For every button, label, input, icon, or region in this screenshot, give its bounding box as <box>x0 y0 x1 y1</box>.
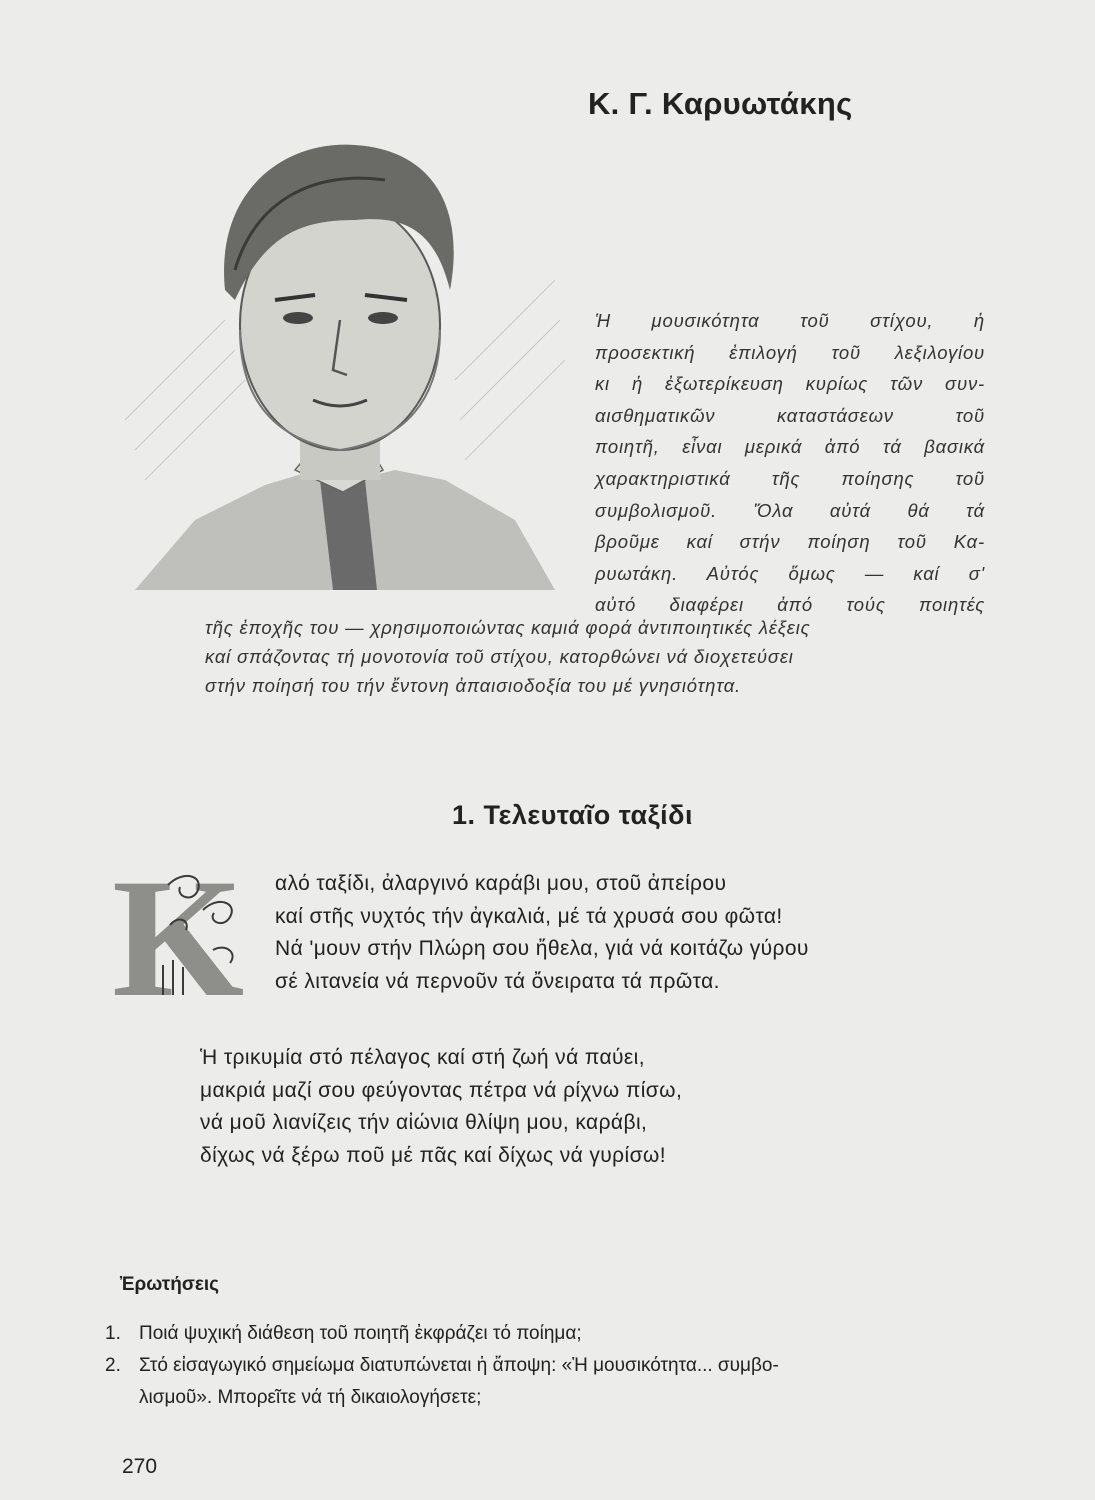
poem-line: σέ λιτανεία νά περνοῦν τά ὄνειρατα τά πρῶτα. <box>275 969 720 993</box>
question-number: 2. <box>105 1355 121 1376</box>
intro-line: αισθηματικῶν καταστάσεων τοῦ <box>595 404 985 426</box>
intro-line: χαρακτηριστικά τῆς ποίησης τοῦ <box>595 467 985 489</box>
poem-stanza-2 <box>200 1042 682 1172</box>
question-item <box>105 1350 1005 1414</box>
poem-line: αλό ταξίδι, ἀλαργινό καράβι μου, στοῦ ἀπείρου <box>275 872 727 895</box>
questions-heading: Ἐρωτήσεις <box>120 1274 220 1295</box>
intro-line: αὐτό διαφέρει ἀπό τούς ποιητές <box>595 594 985 616</box>
intro-line: ποιητῆ, εἶναι μερικά ἀπό τά βασικά <box>595 436 985 458</box>
questions-list <box>105 1318 1005 1414</box>
intro-note-right <box>595 305 985 621</box>
question-text: Στό εἰσαγωγικό σημείωμα διατυπώνεται ἡ ἄποψη: «Ἡ μουσικότητα... συμβο- <box>139 1355 779 1376</box>
page-number: 270 <box>122 1455 158 1478</box>
decorative-drop-cap <box>108 855 268 1005</box>
intro-line: Ἡ μουσικότητα τοῦ στίχου, ἡ <box>595 310 985 331</box>
intro-line: καί σπάζοντας τή μονοτονία τοῦ στίχου, κατορθώνει νά διοχετεύσει <box>205 646 794 667</box>
author-name-heading: Κ. Γ. Καρυωτάκης <box>588 86 853 121</box>
poem-line: Ἡ τρικυμία στό πέλαγος καί στή ζωή νά παύει, <box>200 1046 645 1069</box>
poem-stanza-1 <box>275 868 809 998</box>
question-item <box>105 1318 1005 1350</box>
author-portrait-sketch-icon <box>115 120 575 610</box>
intro-line: προσεκτική ἐπιλογή τοῦ λεξιλογίου <box>595 341 985 363</box>
question-number: 1. <box>105 1323 121 1344</box>
poem-line: νά μοῦ λιανίζεις τήν αἰώνια θλίψη μου, καράβι, <box>200 1111 648 1134</box>
drop-cap-letter: Κ <box>112 855 245 1005</box>
intro-note-bottom <box>205 613 985 700</box>
intro-line: στήν ποίησή του τήν ἔντονη ἀπαισιοδοξία του μέ γνησιότητα. <box>205 675 741 696</box>
poem-title: 1. Τελευταῖο ταξίδι <box>452 800 694 830</box>
poem-line: μακριά μαζί σου φεύγοντας πέτρα νά ρίχνω πίσω, <box>200 1078 683 1102</box>
intro-line: βροῦμε καί στήν ποίηση τοῦ Κα- <box>595 531 985 553</box>
poem-line: Νά 'μουν στήν Πλώρη σου ἤθελα, γιά νά κοιτάζω γύρου <box>275 937 809 960</box>
intro-line: κι ἡ ἐξωτερίκευση κυρίως τῶν συν- <box>595 373 985 395</box>
intro-line: συμβολισμοῦ. Ὅλα αὐτά θά τά <box>595 499 985 521</box>
poem-line: καί στῆς νυχτός τήν ἀγκαλιά, μέ τά χρυσά σου φῶτα! <box>275 904 783 928</box>
question-text: Ποιά ψυχική διάθεση τοῦ ποιητῆ ἐκφράζει τό ποίημα; <box>139 1323 582 1344</box>
poem-line: δίχως νά ξέρω ποῦ μέ πᾶς καί δίχως νά γυρίσω! <box>200 1143 666 1167</box>
question-text: λισμοῦ». Μπορεῖτε νά τή δικαιολογήσετε; <box>139 1387 482 1408</box>
intro-line: ρυωτάκη. Αὐτός ὅμως — καί σ' <box>595 562 985 584</box>
intro-line: τῆς ἐποχῆς του — χρησιμοποιώντας καμιά φορά ἀντιποιητικές λέξεις <box>205 617 811 638</box>
